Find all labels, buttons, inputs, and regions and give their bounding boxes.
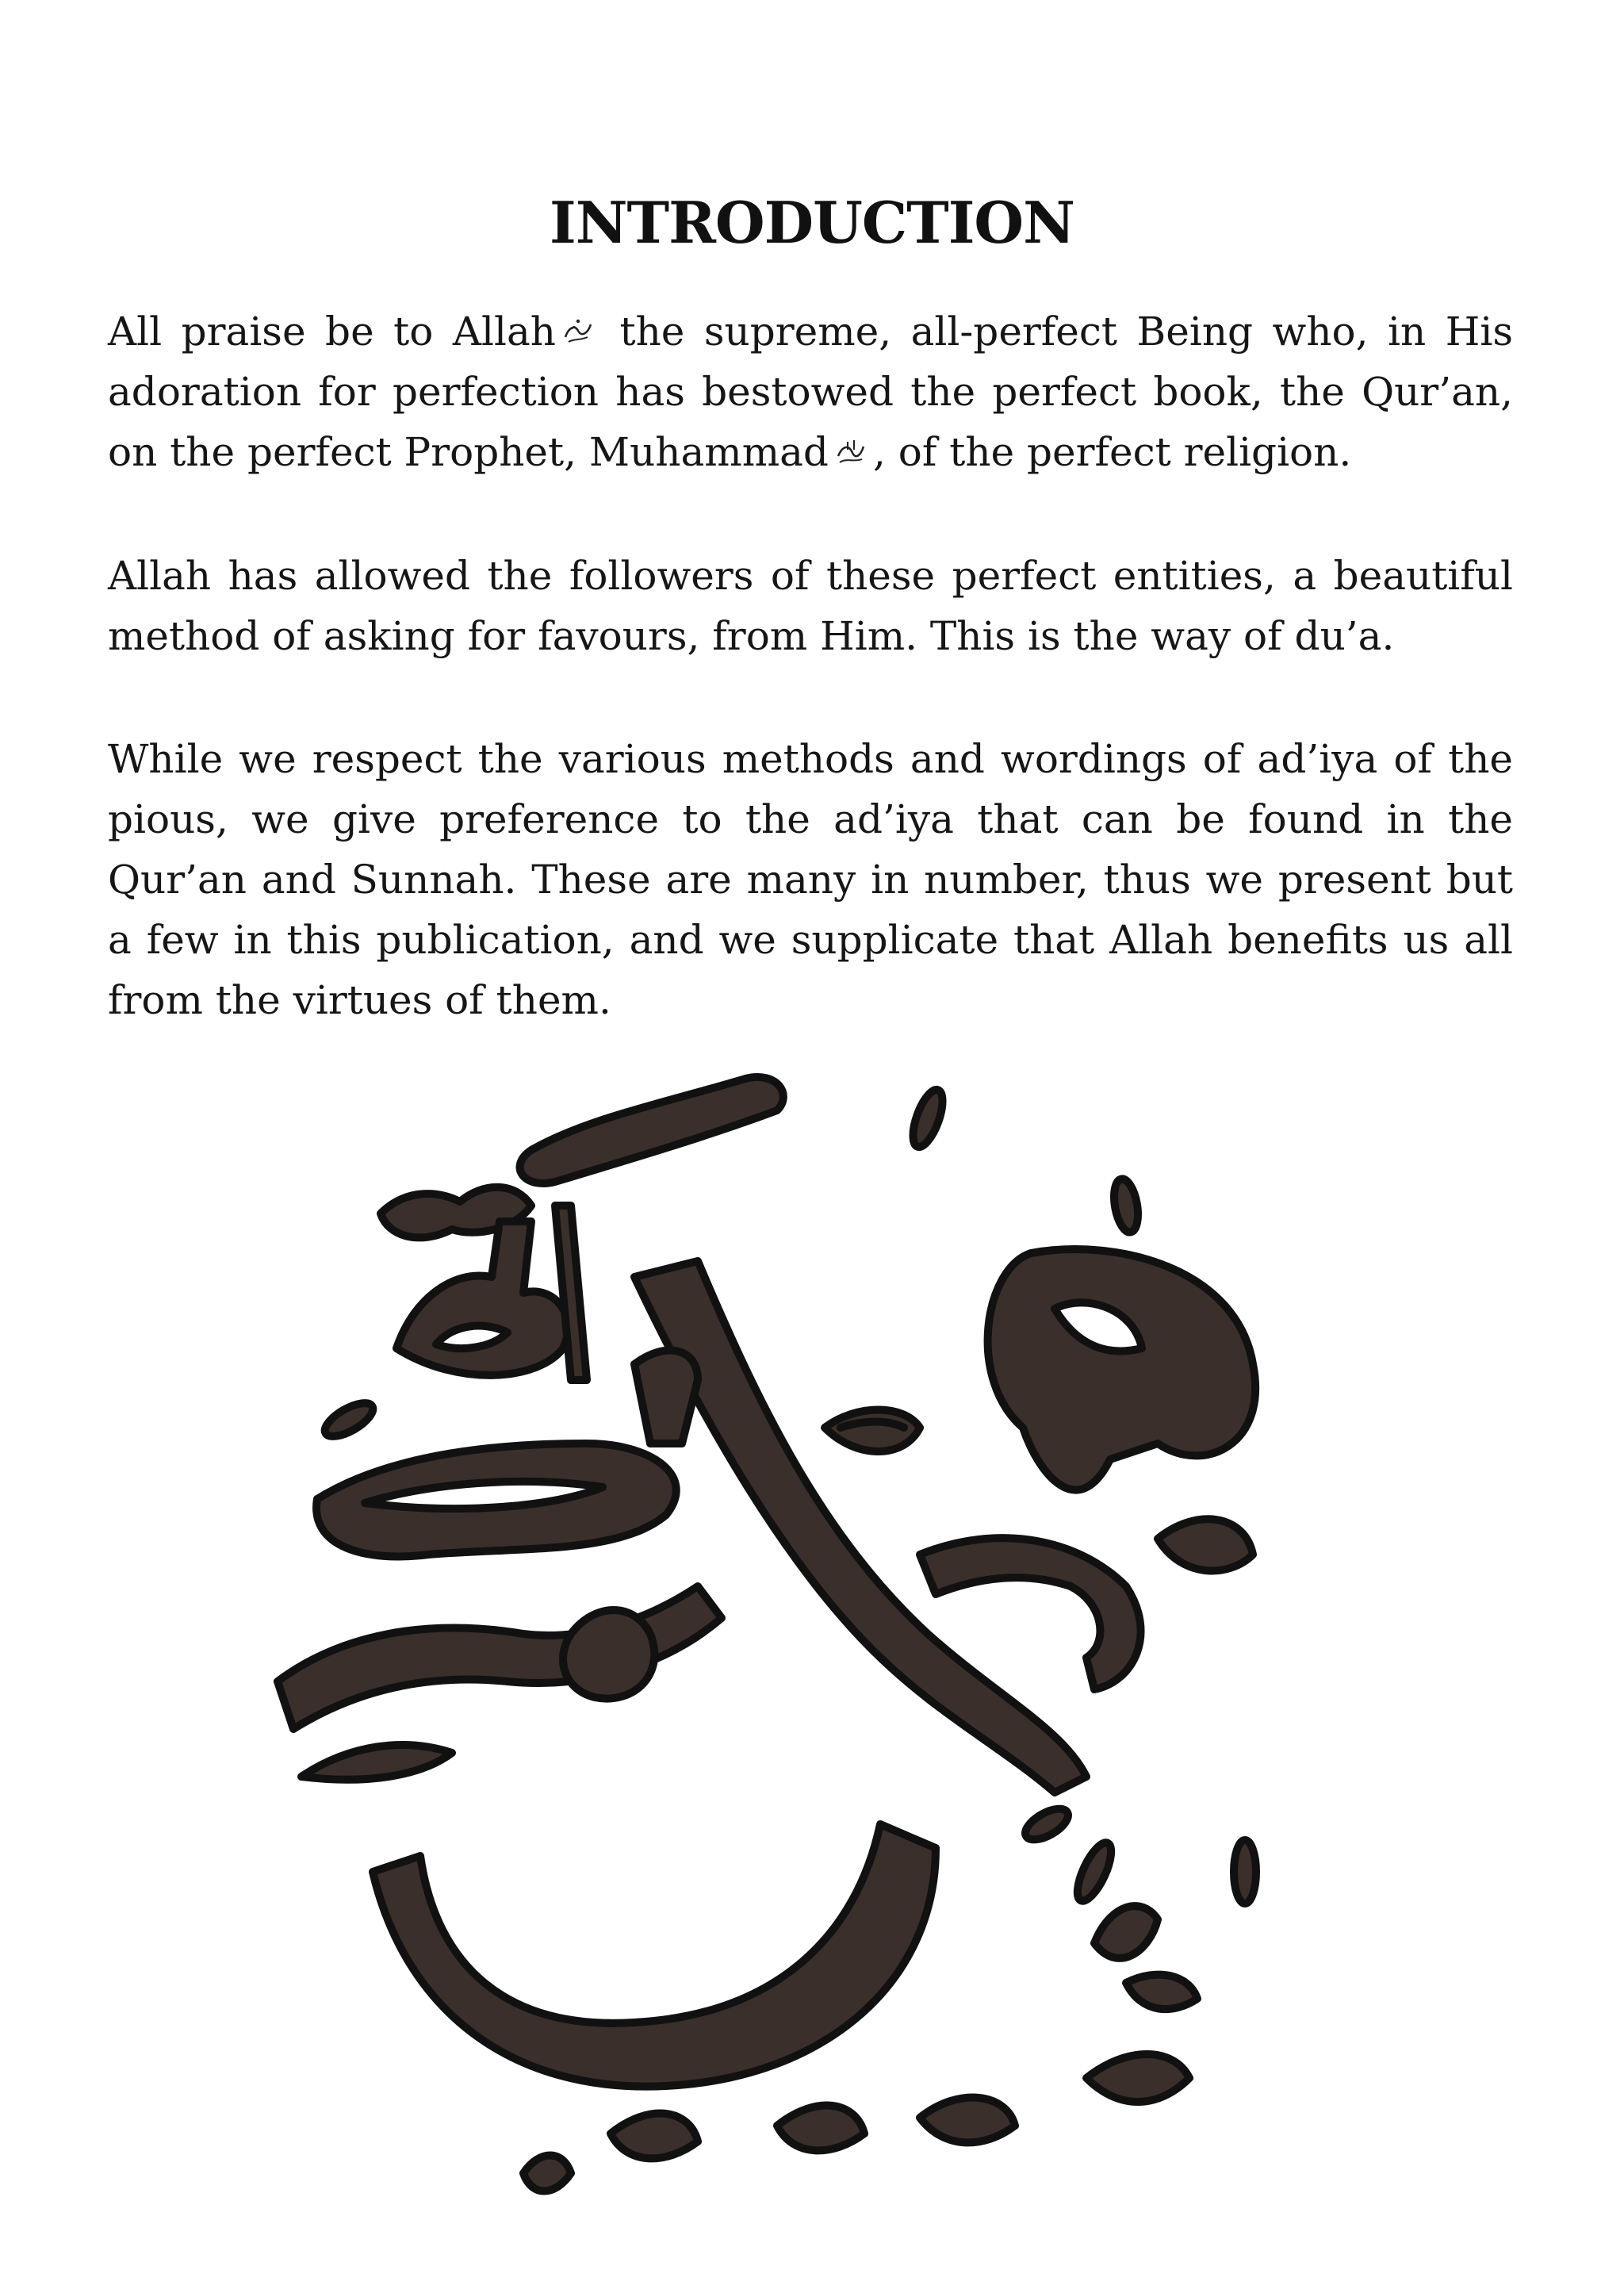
diacritic-mark bbox=[1071, 1838, 1117, 1905]
diacritic-mark bbox=[320, 1397, 378, 1443]
diacritic-mark bbox=[611, 2114, 698, 2159]
intro-paragraph-2: Allah has allowed the followers of these perfect entities, a beautiful method of asking for favours, from Him. This is the way of du’a. bbox=[108, 553, 1513, 659]
calligraphy-bowl bbox=[373, 1824, 936, 2087]
diacritic-mark bbox=[907, 1087, 948, 1151]
diacritic-mark bbox=[523, 2156, 571, 2191]
intro-paragraph-3: While we respect the various methods and wordings of ad’iya of the pious, we give preference to the ad’iya that can be found in the Qur’an and Sunnah. These are many in number, thus we present but a few in this publication, and we supplicate that Allah benefits us all from the virtues of them. bbox=[108, 736, 1513, 1023]
diacritic-mark bbox=[1158, 1519, 1253, 1570]
paragraph-1-part-1: All praise be to Allah bbox=[108, 309, 556, 355]
page-title: INTRODUCTION bbox=[550, 189, 1074, 257]
diacritic-mark bbox=[920, 2098, 1015, 2143]
diacritic-mark bbox=[1094, 1906, 1158, 1958]
diacritic-mark bbox=[1110, 1177, 1141, 1234]
honorific-glyph-icon bbox=[561, 313, 596, 348]
diacritic-mark bbox=[1021, 1803, 1073, 1846]
diacritic-mark bbox=[1126, 1975, 1197, 2010]
muhammad-calligraphy-icon bbox=[222, 1031, 1396, 2268]
paragraph-1-part-2: the supreme, all-perfect Being who, in His adoration for perfection has bestowed the perfect book, the Qur’an, on the perfect Prophet, Muhammad bbox=[108, 309, 1513, 475]
calligraphy-meem-large bbox=[988, 1249, 1256, 1490]
calligraphy-allah bbox=[396, 1221, 568, 1375]
diacritic-mark bbox=[1234, 1840, 1256, 1904]
calligraphy-strokes bbox=[278, 1077, 1256, 2191]
diacritic-mark bbox=[1086, 2054, 1189, 2102]
diacritic-mark bbox=[777, 2106, 864, 2151]
salawat-glyph-icon bbox=[833, 434, 868, 469]
paragraph-1-part-3: , of the perfect religion. bbox=[872, 429, 1352, 475]
intro-paragraph-1 bbox=[108, 301, 1513, 482]
calligraphy-sallallahu bbox=[520, 1077, 783, 1183]
